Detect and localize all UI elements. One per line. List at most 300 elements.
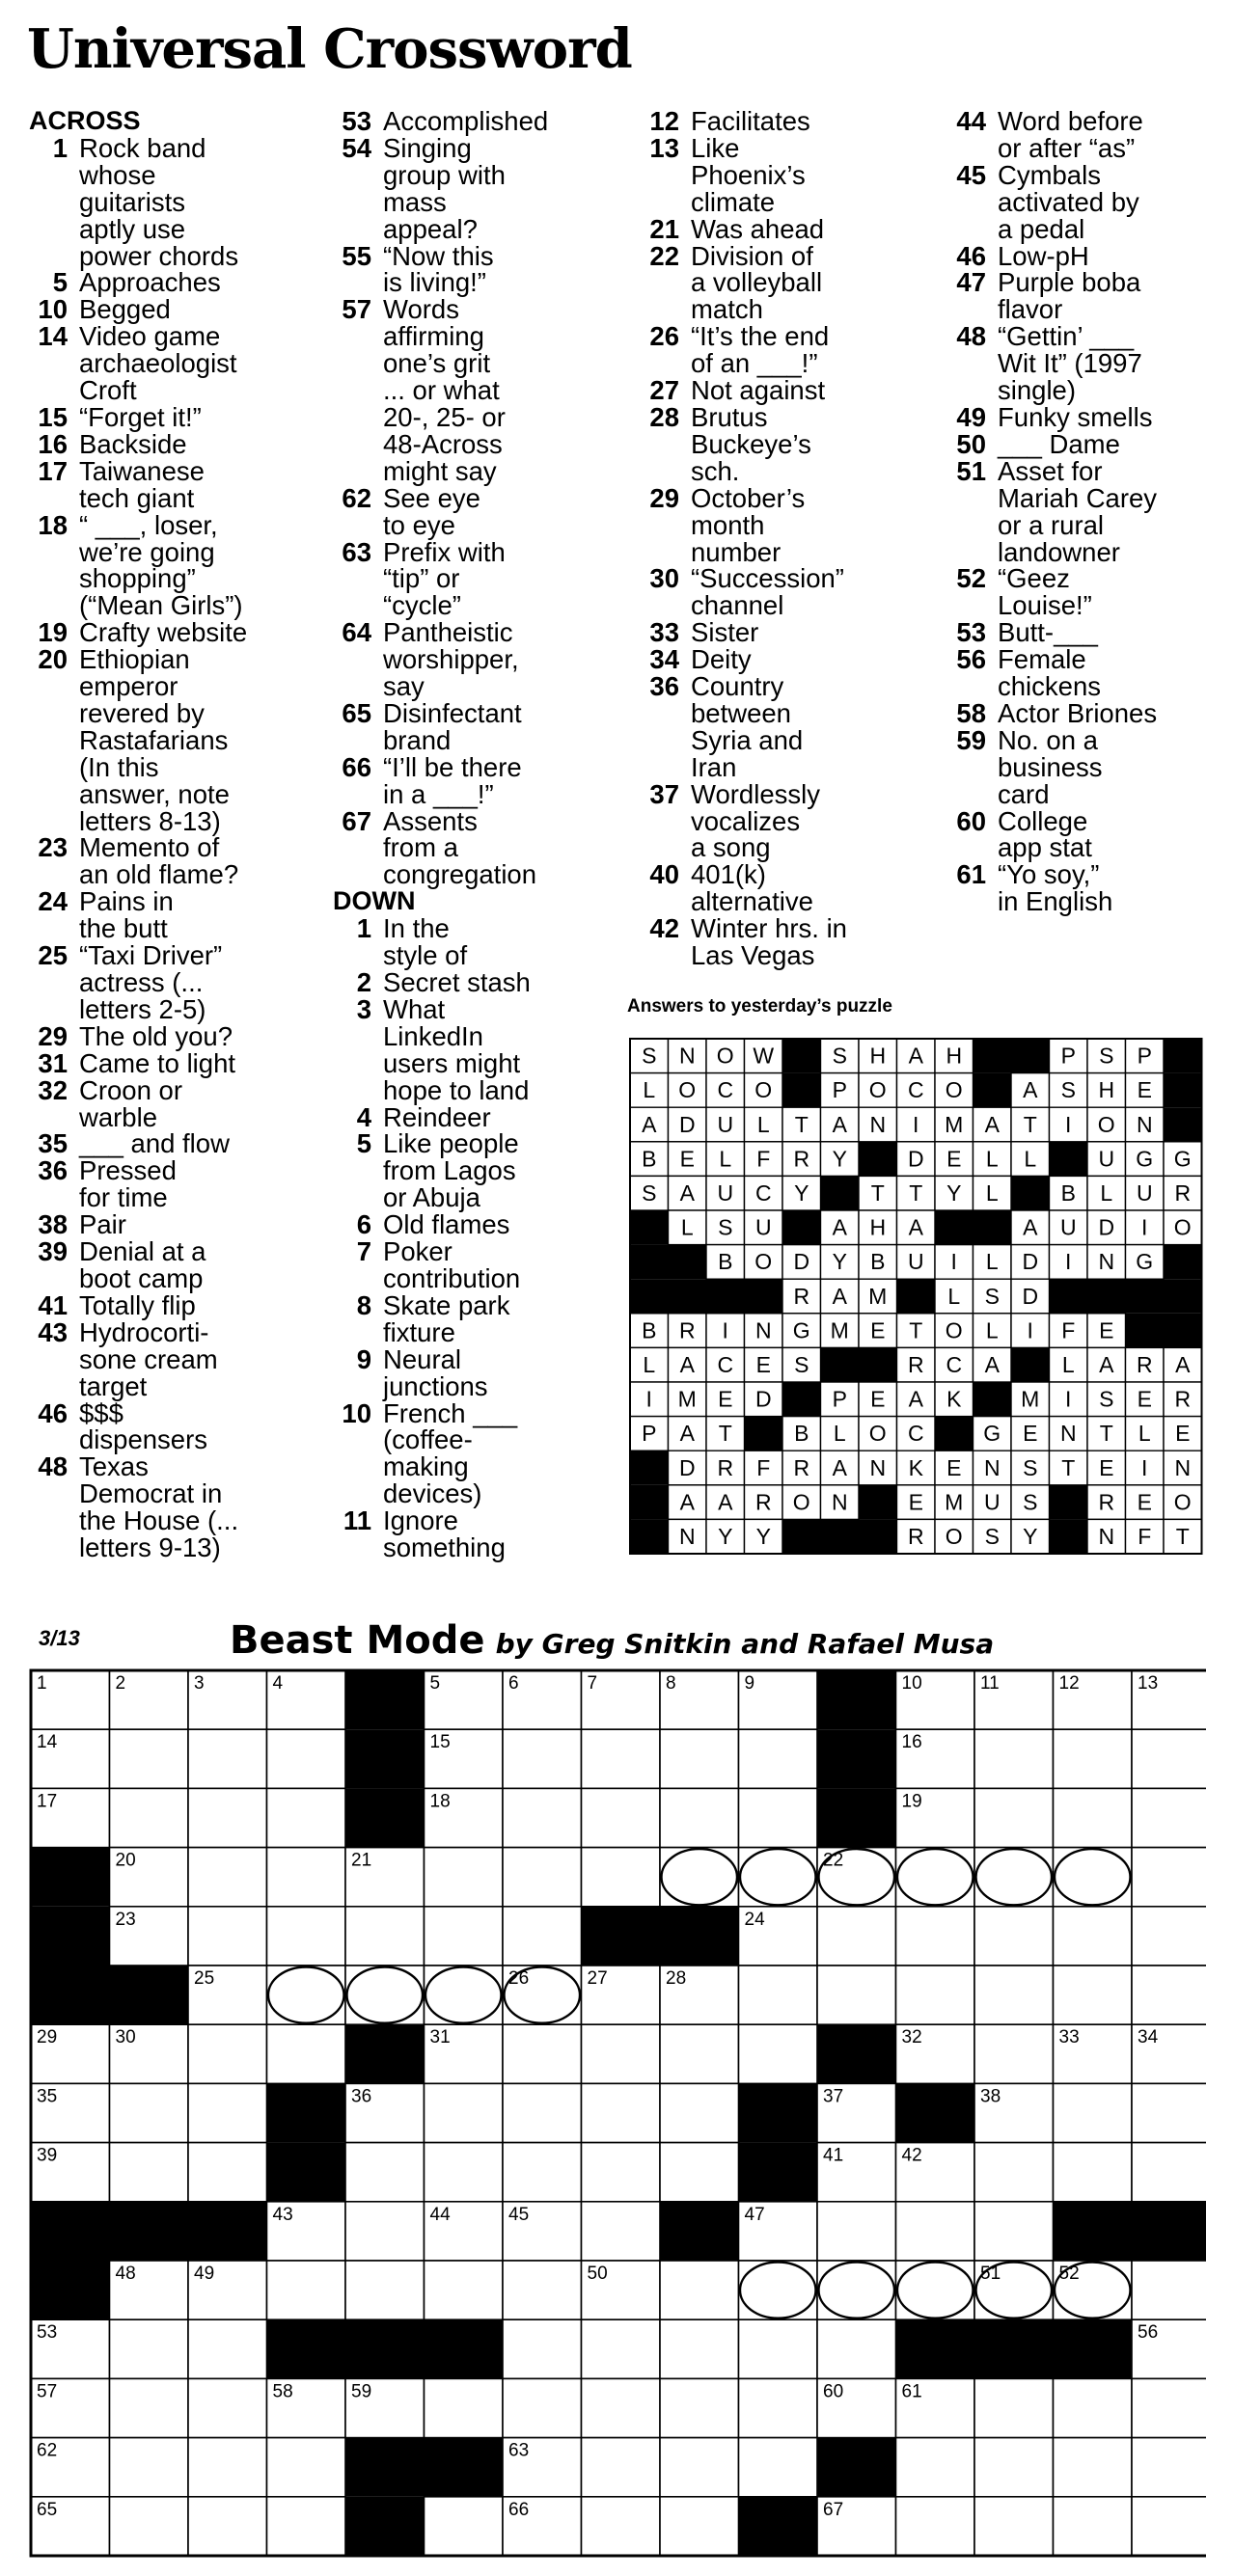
grid-cell[interactable] (582, 2143, 661, 2202)
answer-letter: Y (755, 1524, 771, 1550)
block-cell (345, 2497, 425, 2556)
clue-item[interactable] (29, 619, 318, 646)
clue-item[interactable] (947, 805, 1227, 863)
clue-number: 28 (649, 401, 679, 432)
clue-text: Was ahead (691, 213, 825, 244)
answer-block-cell (1164, 1073, 1202, 1108)
grid-cell[interactable] (110, 1788, 189, 1847)
clue-text: Purple boba flavor (998, 267, 1141, 325)
clue-number: 1 (52, 132, 68, 163)
cell-number: 43 (272, 2204, 293, 2225)
cell-number: 61 (901, 2381, 922, 2402)
clue-item[interactable] (29, 1453, 318, 1561)
clue-number: 47 (956, 267, 986, 298)
clue-item[interactable] (641, 482, 930, 567)
answer-letter: P (1137, 1043, 1152, 1069)
clue-item[interactable] (29, 428, 318, 459)
grid-cell[interactable] (582, 2378, 661, 2437)
cell-number: 7 (587, 1673, 598, 1694)
grid-cell[interactable] (503, 1729, 582, 1788)
grid-cell[interactable] (1132, 1907, 1206, 1966)
grid-cell[interactable] (188, 2143, 267, 2202)
answer-letter: U (1136, 1180, 1153, 1207)
clue-item[interactable] (333, 969, 622, 996)
grid-cell[interactable] (1054, 2378, 1133, 2437)
grid-cell[interactable] (1132, 1788, 1206, 1847)
answer-letter: I (913, 1111, 919, 1137)
clue-item[interactable] (29, 1020, 318, 1051)
clue-item[interactable] (333, 993, 622, 1105)
grid-cell[interactable] (267, 1729, 346, 1788)
clue-text: ___ and flow (79, 1128, 230, 1159)
grid-cell[interactable] (739, 2319, 818, 2378)
clue-text: Video game archaeologist Croft (79, 321, 237, 406)
grid-cell[interactable] (1054, 1966, 1133, 2024)
block-cell (267, 2319, 346, 2378)
clue-item[interactable] (29, 1211, 318, 1238)
clue-number: 17 (38, 455, 68, 486)
cell-number: 28 (666, 1968, 687, 1989)
grid-cell[interactable] (345, 2202, 425, 2261)
grid-cell[interactable] (1132, 1729, 1206, 1788)
clue-item[interactable] (947, 323, 1227, 404)
grid-cell[interactable] (188, 2083, 267, 2142)
grid-cell[interactable] (660, 1788, 739, 1847)
grid-cell[interactable] (110, 2438, 189, 2497)
clue-item[interactable] (29, 296, 318, 323)
answer-letter: A (1023, 1077, 1038, 1103)
clue-item[interactable] (29, 323, 318, 404)
grid-cell[interactable] (188, 1788, 267, 1847)
grid-cell[interactable] (1132, 2378, 1206, 2437)
grid-cell[interactable] (425, 2497, 504, 2556)
answer-letter: A (679, 1180, 695, 1207)
clue-item[interactable] (947, 240, 1227, 271)
clue-text: Hydrocorti- sone cream target (79, 1316, 218, 1401)
grid-cell[interactable] (110, 2378, 189, 2437)
cell-number: 26 (508, 1968, 530, 1989)
crossword-grid[interactable] (29, 1668, 1206, 2565)
clue-item[interactable] (333, 1397, 622, 1509)
answer-letter: D (1022, 1249, 1039, 1275)
grid-cell[interactable] (1132, 2083, 1206, 2142)
grid-cell[interactable] (817, 2202, 896, 2261)
grid-cell[interactable] (267, 2261, 346, 2319)
clue-item[interactable] (641, 619, 930, 646)
answer-letter: N (983, 1454, 1001, 1480)
clue-number: 62 (342, 482, 371, 513)
clue-item[interactable] (333, 1130, 622, 1211)
answer-letter: N (1098, 1249, 1115, 1275)
clue-item[interactable] (29, 1289, 318, 1320)
clue-item[interactable] (333, 751, 622, 809)
clue-item[interactable] (29, 455, 318, 513)
grid-cell[interactable] (503, 2319, 582, 2378)
grid-cell[interactable] (425, 2143, 504, 2202)
grid-cell[interactable] (896, 1966, 975, 2024)
answer-block-cell (1050, 1142, 1088, 1177)
clue-item[interactable] (641, 778, 930, 863)
grid-cell[interactable] (267, 2024, 346, 2083)
clue-item[interactable] (947, 697, 1227, 728)
answer-letter: U (1059, 1214, 1077, 1240)
answer-block-cell (1011, 1347, 1050, 1382)
clue-item[interactable] (333, 1211, 622, 1238)
answer-letter: A (908, 1386, 923, 1412)
grid-cell[interactable] (974, 1788, 1054, 1847)
grid-cell[interactable] (660, 2083, 739, 2142)
answer-block-cell (1126, 1279, 1165, 1314)
clue-item[interactable] (333, 482, 622, 540)
grid-cell[interactable] (503, 2083, 582, 2142)
clue-item[interactable] (333, 1289, 622, 1347)
answer-block-cell (782, 1073, 821, 1108)
grid-cell[interactable] (582, 2024, 661, 2083)
clue-number: 7 (356, 1236, 371, 1267)
answer-letter: R (1136, 1352, 1153, 1378)
cell-number: 59 (351, 2381, 372, 2402)
clue-item[interactable] (333, 240, 622, 298)
clue-item[interactable] (29, 942, 318, 1023)
grid-cell[interactable] (503, 2024, 582, 2083)
clue-text: Texas Democrat in the House (... letters 9-13) (79, 1451, 239, 1563)
clue-number: 27 (649, 375, 679, 406)
clue-item[interactable] (641, 565, 930, 619)
answer-letter: S (984, 1283, 1000, 1309)
grid-cell[interactable] (660, 2438, 739, 2497)
clue-text: Actor Briones (998, 697, 1158, 728)
grid-cell[interactable] (974, 2497, 1054, 2556)
clue-text: Brutus Buckeye’s sch. (691, 401, 811, 486)
block-cell (31, 2202, 110, 2261)
clue-item[interactable] (947, 646, 1227, 700)
clue-text: Prefix with “tip” or “cycle” (383, 536, 506, 621)
clue-item[interactable] (947, 428, 1227, 459)
grid-cell[interactable] (660, 2378, 739, 2437)
grid-cell[interactable] (188, 2319, 267, 2378)
grid-cell[interactable] (110, 2083, 189, 2142)
clue-item[interactable] (333, 805, 622, 890)
grid-cell[interactable] (582, 1848, 661, 1907)
cell-number: 54 (429, 2322, 451, 2344)
block-cell (110, 1966, 189, 2024)
clue-item[interactable] (947, 159, 1227, 244)
clue-item[interactable] (333, 132, 622, 244)
cell-number: 18 (429, 1791, 451, 1812)
grid-cell[interactable] (974, 2378, 1054, 2437)
answer-letter: O (945, 1077, 963, 1103)
grid-cell[interactable] (1132, 2497, 1206, 2556)
answer-letter: F (756, 1454, 771, 1480)
clue-item[interactable] (641, 401, 930, 486)
puzzle-byline: by Greg Snitkin and Rafael Musa (495, 1628, 995, 1660)
clue-item[interactable] (29, 1157, 318, 1211)
clue-item[interactable] (29, 888, 318, 942)
grid-cell[interactable] (188, 1848, 267, 1907)
block-cell (31, 1907, 110, 1966)
clue-item[interactable] (29, 834, 318, 888)
grid-cell[interactable] (582, 1788, 661, 1847)
answer-letter: M (868, 1283, 888, 1309)
grid-cell[interactable] (660, 2024, 739, 2083)
grid-cell[interactable] (974, 2202, 1054, 2261)
clue-item[interactable] (641, 673, 930, 781)
grid-cell[interactable] (503, 1848, 582, 1907)
answer-block-cell (973, 1382, 1012, 1417)
grid-cell[interactable] (110, 2497, 189, 2556)
grid-cell[interactable] (425, 1848, 504, 1907)
grid-cell[interactable] (896, 2497, 975, 2556)
clue-item[interactable] (641, 915, 930, 969)
clue-item[interactable] (333, 1507, 622, 1561)
grid-cell[interactable] (1054, 2497, 1133, 2556)
grid-cell[interactable] (1054, 1788, 1133, 1847)
grid-cell[interactable] (660, 1729, 739, 1788)
grid-cell[interactable] (267, 1848, 346, 1907)
grid-cell[interactable] (425, 1907, 504, 1966)
grid-cell[interactable] (267, 1907, 346, 1966)
clue-column-1 (29, 108, 318, 1561)
cell-number: 25 (194, 1968, 215, 1989)
grid-cell[interactable] (817, 1907, 896, 1966)
clue-item[interactable] (29, 1238, 318, 1292)
answer-letter: R (717, 1454, 734, 1480)
grid-cell[interactable] (267, 2438, 346, 2497)
clue-item[interactable] (29, 401, 318, 432)
clue-item[interactable] (29, 269, 318, 296)
grid-cell[interactable] (974, 1966, 1054, 2024)
block-cell (1132, 2202, 1206, 2261)
grid-cell[interactable] (188, 2024, 267, 2083)
answer-letter: E (1175, 1421, 1191, 1447)
clue-item[interactable] (333, 1343, 622, 1401)
answer-block-cell (1164, 1279, 1202, 1314)
grid-cell[interactable] (817, 1966, 896, 2024)
grid-cell[interactable] (582, 2497, 661, 2556)
puzzle-heading (230, 1618, 994, 1663)
grid-cell[interactable] (739, 2438, 818, 2497)
clue-text: Female chickens (998, 644, 1101, 702)
grid-cell[interactable] (345, 2143, 425, 2202)
cell-number: 13 (1138, 1673, 1159, 1694)
clue-item[interactable] (641, 132, 930, 217)
grid-cell[interactable] (503, 1907, 582, 1966)
grid-cell[interactable] (188, 2438, 267, 2497)
grid-cell[interactable] (503, 2261, 582, 2319)
grid-cell[interactable] (974, 2143, 1054, 2202)
grid-cell[interactable] (267, 1788, 346, 1847)
clue-item[interactable] (947, 619, 1227, 646)
clue-item[interactable] (947, 401, 1227, 432)
clue-item[interactable] (333, 108, 622, 135)
clue-text: Like Phoenix’s climate (691, 132, 806, 217)
answer-letter: E (908, 1489, 923, 1515)
grid-cell[interactable] (660, 2261, 739, 2319)
clue-item[interactable] (29, 1074, 318, 1132)
grid-cell[interactable] (1132, 2143, 1206, 2202)
clue-item[interactable] (641, 108, 930, 135)
grid-cell[interactable] (817, 2319, 896, 2378)
answer-letter: Y (794, 1180, 809, 1207)
answer-letter: E (755, 1352, 771, 1378)
answer-block-cell (1011, 1176, 1050, 1210)
answer-letter: T (1061, 1454, 1076, 1480)
clue-item[interactable] (333, 619, 622, 700)
clue-item[interactable] (641, 646, 930, 673)
clue-item[interactable] (333, 1238, 622, 1292)
answer-letter: O (945, 1317, 963, 1343)
grid-cell[interactable] (503, 1788, 582, 1847)
grid-cell[interactable] (425, 2083, 504, 2142)
clue-item[interactable] (641, 377, 930, 404)
clue-item[interactable] (947, 455, 1227, 567)
grid-cell[interactable] (660, 2319, 739, 2378)
answer-letter: L (985, 1146, 999, 1172)
answer-letter: O (678, 1077, 697, 1103)
grid-cell[interactable] (1054, 1729, 1133, 1788)
clue-text: Asset for Mariah Carey or a rural landowner (998, 455, 1158, 567)
answer-letter: T (794, 1111, 809, 1137)
answer-letter: D (907, 1146, 924, 1172)
clue-number: 8 (356, 1289, 371, 1320)
clue-item[interactable] (29, 646, 318, 834)
clue-item[interactable] (333, 1101, 622, 1132)
grid-cell[interactable] (425, 2261, 504, 2319)
answer-letter: E (1023, 1421, 1038, 1447)
grid-cell[interactable] (582, 2202, 661, 2261)
grid-cell[interactable] (188, 2378, 267, 2437)
grid-cell[interactable] (582, 2083, 661, 2142)
clue-column-2 (333, 108, 622, 1561)
clue-number: 45 (956, 159, 986, 190)
cell-number: 32 (901, 2027, 922, 2048)
grid-cell[interactable] (1054, 2143, 1133, 2202)
grid-cell[interactable] (582, 1729, 661, 1788)
clue-item[interactable] (641, 323, 930, 377)
block-cell (739, 2497, 818, 2556)
grid-cell[interactable] (739, 1729, 818, 1788)
grid-cell[interactable] (739, 1788, 818, 1847)
clue-item[interactable] (29, 132, 318, 271)
grid-cell[interactable] (739, 1966, 818, 2024)
clue-item[interactable] (641, 213, 930, 244)
clue-item[interactable] (333, 697, 622, 755)
clue-item[interactable] (947, 861, 1227, 915)
clue-item[interactable] (29, 1316, 318, 1401)
grid-cell[interactable] (110, 2143, 189, 2202)
grid-cell[interactable] (974, 2024, 1054, 2083)
clue-item[interactable] (29, 1047, 318, 1078)
grid-cell[interactable] (1054, 2083, 1133, 2142)
grid-cell[interactable] (1054, 2438, 1133, 2497)
grid-cell[interactable] (582, 2438, 661, 2497)
grid-cell[interactable] (974, 1729, 1054, 1788)
grid-cell[interactable] (896, 1907, 975, 1966)
grid-cell[interactable] (188, 1729, 267, 1788)
block-cell (345, 2024, 425, 2083)
grid-cell[interactable] (582, 2319, 661, 2378)
answer-letter: E (870, 1317, 886, 1343)
grid-cell[interactable] (1132, 1966, 1206, 2024)
grid-cell[interactable] (1132, 2261, 1206, 2319)
grid-cell[interactable] (267, 2497, 346, 2556)
grid-cell[interactable] (974, 1907, 1054, 1966)
clue-item[interactable] (947, 724, 1227, 809)
grid-cell[interactable] (1132, 2438, 1206, 2497)
answer-letter: U (1098, 1146, 1115, 1172)
clue-text: Memento of an old flame? (79, 832, 239, 890)
clue-item[interactable] (29, 1130, 318, 1157)
cell-number: 23 (115, 1909, 136, 1930)
block-cell (345, 2438, 425, 2497)
grid-cell[interactable] (896, 2438, 975, 2497)
clue-item[interactable] (29, 1397, 318, 1455)
clue-text: Crafty website (79, 617, 248, 648)
cell-number: 55 (980, 2322, 1001, 2344)
grid-cell[interactable] (896, 2202, 975, 2261)
grid-cell[interactable] (1054, 1907, 1133, 1966)
answer-block-cell (821, 1519, 860, 1554)
answer-letter: Y (1023, 1524, 1038, 1550)
clue-item[interactable] (947, 108, 1227, 162)
answer-letter: I (1065, 1111, 1072, 1137)
answer-letter: C (946, 1352, 963, 1378)
clue-item[interactable] (333, 915, 622, 969)
grid-cell[interactable] (503, 2378, 582, 2437)
grid-cell[interactable] (739, 2378, 818, 2437)
grid-cell[interactable] (110, 2319, 189, 2378)
clue-text: Old flames (383, 1209, 510, 1240)
grid-cell[interactable] (1132, 1848, 1206, 1907)
answer-letter: I (1027, 1317, 1033, 1343)
grid-cell[interactable] (188, 2497, 267, 2556)
grid-cell[interactable] (425, 2378, 504, 2437)
answer-letter: K (908, 1454, 923, 1480)
clue-number: 53 (956, 617, 986, 648)
answer-block-cell (859, 1485, 897, 1520)
cell-number: 42 (901, 2145, 922, 2166)
clue-text: Words affirming one’s grit ... or what 20-, 25- or 48-Across might say (383, 294, 506, 486)
answer-letter: E (870, 1386, 886, 1412)
grid-cell[interactable] (660, 2143, 739, 2202)
grid-cell[interactable] (660, 2497, 739, 2556)
clue-number: 52 (956, 563, 986, 594)
cell-number: 50 (587, 2264, 608, 2284)
clue-item[interactable] (333, 296, 622, 484)
grid-cell[interactable] (345, 2261, 425, 2319)
grid-cell[interactable] (110, 1729, 189, 1788)
answer-letter: O (754, 1249, 773, 1275)
answer-letter: E (946, 1454, 962, 1480)
answer-letter: A (832, 1214, 847, 1240)
clue-number: 25 (38, 940, 68, 971)
grid-cell[interactable] (345, 1907, 425, 1966)
clue-item[interactable] (29, 509, 318, 621)
grid-cell[interactable] (188, 1907, 267, 1966)
clue-item[interactable] (947, 269, 1227, 323)
clue-text: Backside (79, 428, 187, 459)
answer-letter: I (1065, 1386, 1072, 1412)
clue-item[interactable] (641, 240, 930, 325)
answer-block-cell (821, 1347, 860, 1382)
clue-item[interactable] (641, 861, 930, 915)
clue-text: 401(k) alternative (691, 859, 813, 917)
grid-cell[interactable] (503, 2143, 582, 2202)
grid-cell[interactable] (974, 2438, 1054, 2497)
clue-item[interactable] (947, 565, 1227, 619)
clue-item[interactable] (333, 536, 622, 621)
grid-cell[interactable] (739, 2024, 818, 2083)
